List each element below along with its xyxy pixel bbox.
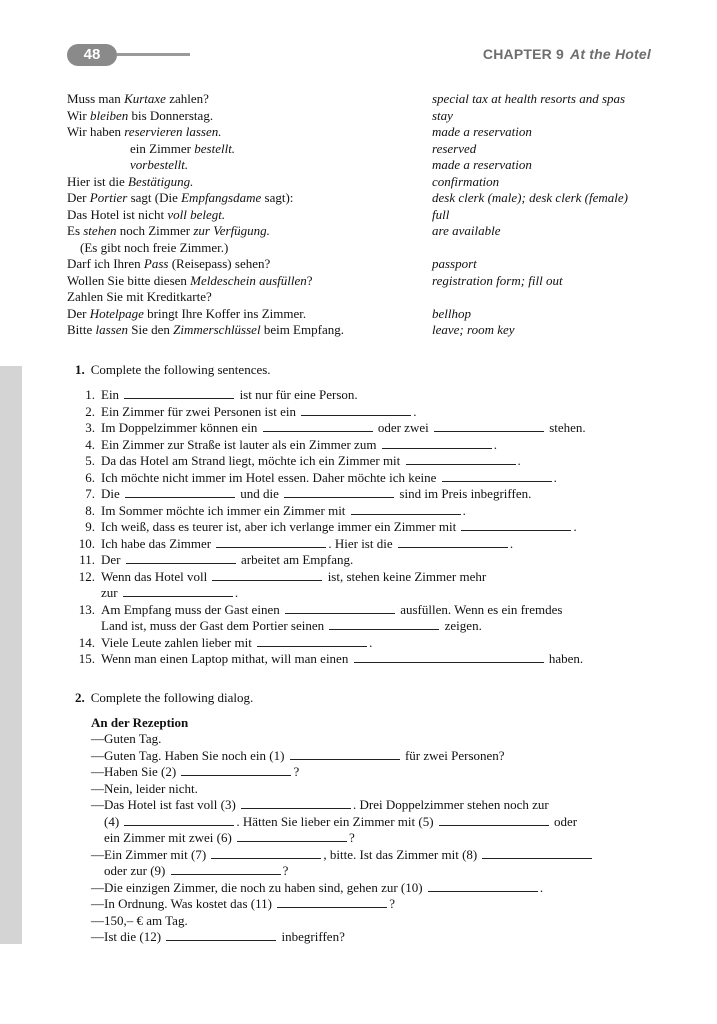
vocab-row <box>67 91 657 108</box>
vocab-row <box>67 322 657 339</box>
answer-blank[interactable] <box>277 896 387 908</box>
vocab-row <box>67 207 657 224</box>
vocab-english: registration form; fill out <box>432 272 563 288</box>
dialog-title: An der Rezeption <box>91 715 189 730</box>
vocab-english: are available <box>432 223 501 238</box>
answer-blank[interactable] <box>406 453 516 465</box>
exercise-item <box>75 569 486 586</box>
vocab-english: leave; room key <box>432 322 515 337</box>
vocab-german: (Es gibt noch freie Zimmer.) <box>80 239 229 255</box>
header-rule <box>117 53 190 56</box>
exercise-item <box>75 437 497 454</box>
item-text: Ich weiß, dass es teurer ist, aber ich verlange immer ein Zimmer mit . <box>101 519 577 534</box>
chapter-header <box>483 46 651 62</box>
exercise-1-heading <box>75 362 271 379</box>
exercise-item <box>75 585 238 602</box>
chapter-title: At the Hotel <box>570 46 651 62</box>
answer-blank[interactable] <box>439 814 549 826</box>
item-text: Wenn das Hotel voll ist, stehen keine Zimmer mehr <box>101 568 487 584</box>
answer-blank[interactable] <box>351 503 461 515</box>
item-text: Ich habe das Zimmer . Hier ist die . <box>101 535 514 551</box>
item-text: Viele Leute zahlen lieber mit . <box>101 634 373 650</box>
item-number: 12. <box>78 568 95 584</box>
vocab-row <box>67 141 657 158</box>
item-text: Am Empfang muss der Gast einen ausfüllen. Wenn es ein fremdes <box>101 601 563 617</box>
vocab-english: stay <box>432 107 453 123</box>
exercise-item <box>75 470 557 487</box>
vocab-german: Bitte lassen Sie den Zimmerschlüssel beim Empfang. <box>67 322 344 337</box>
vocab-german: ein Zimmer bestellt. <box>130 140 236 156</box>
item-number: 13. <box>78 601 95 617</box>
page-number: 48 <box>67 44 117 66</box>
answer-blank[interactable] <box>257 635 367 647</box>
dialog-line: —Die einzigen Zimmer, die noch zu haben sind, gehen zur (10) . <box>91 879 544 895</box>
item-text: Im Sommer möchte ich immer ein Zimmer mit . <box>101 502 466 518</box>
exercise-item <box>75 602 562 619</box>
answer-blank[interactable] <box>241 797 351 809</box>
vocab-english: made a reservation <box>432 124 532 139</box>
item-number: 1. <box>85 387 95 402</box>
item-number: 4. <box>85 436 95 452</box>
vocab-row <box>67 306 657 323</box>
dialog-line: —Haben Sie (2) ? <box>91 764 300 779</box>
item-number: 6. <box>85 469 95 485</box>
vocab-english: reserved <box>432 140 477 156</box>
vocab-german: Zahlen Sie mit Kreditkarte? <box>67 289 212 304</box>
vocab-german: Muss man Kurtaxe zahlen? <box>67 91 209 106</box>
answer-blank[interactable] <box>442 470 552 482</box>
answer-blank[interactable] <box>290 748 400 760</box>
dialog-line: —Ein Zimmer mit (7) , bitte. Ist das Zimmer mit (8) <box>91 847 594 864</box>
answer-blank[interactable] <box>263 420 373 432</box>
vocab-german: Hier ist die Bestätigung. <box>67 173 194 189</box>
vocab-english: confirmation <box>432 173 500 189</box>
vocab-english: desk clerk (male); desk clerk (female) <box>432 190 628 205</box>
exercise-item <box>75 453 521 470</box>
item-number: 8. <box>85 502 95 518</box>
item-text: zur . <box>101 585 239 600</box>
vocab-english: special tax at health resorts and spas <box>432 91 626 106</box>
answer-blank[interactable] <box>382 437 492 449</box>
vocab-german: Wir haben reservieren lassen. <box>67 124 222 139</box>
vocab-german: Darf ich Ihren Pass (Reisepass) sehen? <box>67 256 271 271</box>
dialog-line: —Guten Tag. <box>91 731 162 746</box>
vocabulary-list <box>67 91 657 339</box>
answer-blank[interactable] <box>285 602 395 614</box>
answer-blank[interactable] <box>124 387 234 399</box>
vocab-english: full <box>432 206 450 222</box>
item-number: 3. <box>85 420 95 435</box>
vocab-row <box>67 223 657 240</box>
answer-blank[interactable] <box>123 585 233 597</box>
answer-blank[interactable] <box>181 764 291 776</box>
answer-blank[interactable] <box>461 519 571 531</box>
vocab-row <box>67 124 657 141</box>
exercise-item <box>75 536 513 553</box>
dialog-line: —Guten Tag. Haben Sie noch ein (1) für zwei Personen? <box>91 747 505 763</box>
dialog-line: —Nein, leider nicht. <box>91 780 198 796</box>
chapter-label: CHAPTER 9 <box>482 46 565 62</box>
exercise-item <box>75 635 372 652</box>
dialog-line: —150,– € am Tag. <box>91 912 188 928</box>
item-number: 11. <box>79 552 95 567</box>
exercise-item <box>75 651 583 668</box>
item-number: 5. <box>85 453 95 468</box>
dialog-line: ein Zimmer mit zwei (6) ? <box>104 830 355 845</box>
item-text: Ein Zimmer für zwei Personen ist ein . <box>101 403 417 419</box>
item-text: Da das Hotel am Strand liegt, möchte ich ein Zimmer mit . <box>101 453 521 468</box>
exercise-item <box>75 486 531 503</box>
vocab-row <box>67 174 657 191</box>
vocab-english: made a reservation <box>432 157 532 172</box>
item-text: Ich möchte nicht immer im Hotel essen. Daher möchte ich keine . <box>101 469 557 485</box>
vocab-german: vorbestellt. <box>130 157 189 172</box>
exercise-item <box>75 420 586 437</box>
item-text: Ein Zimmer zur Straße ist lauter als ein Zimmer zum . <box>101 436 497 452</box>
dialog-line: —Das Hotel ist fast voll (3) . Drei Doppelzimmer stehen noch zur <box>91 797 549 812</box>
vocab-english: passport <box>432 256 477 271</box>
answer-blank[interactable] <box>216 536 326 548</box>
answer-blank[interactable] <box>301 404 411 416</box>
dialog-line: oder zur (9) ? <box>104 863 289 878</box>
answer-blank[interactable] <box>329 618 439 630</box>
item-text: Im Doppelzimmer können ein oder zwei stehen. <box>101 420 586 435</box>
vocab-row <box>67 157 657 174</box>
answer-blank[interactable] <box>398 536 508 548</box>
answer-blank[interactable] <box>482 847 592 859</box>
item-number: 2. <box>85 403 95 419</box>
item-number: 15. <box>78 651 95 666</box>
vocab-german: Wollen Sie bitte diesen Meldeschein ausfüllen? <box>67 272 313 288</box>
vocab-german: Wir bleiben bis Donnerstag. <box>67 107 214 123</box>
item-text: Der arbeitet am Empfang. <box>101 552 354 567</box>
exercise-item <box>75 519 577 536</box>
answer-blank[interactable] <box>434 420 544 432</box>
vocab-german: Es stehen noch Zimmer zur Verfügung. <box>67 223 270 238</box>
exercise-item <box>75 503 466 520</box>
vocab-english: bellhop <box>432 305 471 321</box>
vocab-row <box>67 273 657 290</box>
vocab-row <box>67 108 657 125</box>
answer-blank[interactable] <box>126 552 236 564</box>
answer-blank[interactable] <box>237 830 347 842</box>
vocab-row <box>67 190 657 207</box>
item-text: Ein ist nur für eine Person. <box>101 387 358 402</box>
answer-blank[interactable] <box>428 880 538 892</box>
exercise-1 <box>75 362 645 672</box>
vocab-row <box>67 256 657 273</box>
exercise-2-instruction: Complete the following dialog. <box>90 690 254 705</box>
dialog-line: —Ist die (12) inbegriffen? <box>91 929 345 944</box>
item-number: 7. <box>85 486 95 501</box>
item-number: 14. <box>78 634 95 650</box>
answer-blank[interactable] <box>124 814 234 826</box>
item-number: 10. <box>78 535 95 551</box>
answer-blank[interactable] <box>354 651 544 663</box>
exercise-2 <box>75 690 645 960</box>
item-number: 9. <box>85 519 95 534</box>
exercise-item <box>75 404 416 421</box>
dialog-line: —In Ordnung. Was kostet das (11) ? <box>91 896 395 911</box>
exercise-2-number: 2. <box>75 690 85 705</box>
item-text: Die und die sind im Preis inbegriffen. <box>101 486 532 501</box>
exercise-item <box>75 618 482 635</box>
vocab-row <box>67 240 657 257</box>
vocab-german: Der Portier sagt (Die Empfangsdame sagt): <box>67 190 294 205</box>
exercise-2-heading <box>75 690 253 707</box>
exercise-1-number: 1. <box>75 362 85 377</box>
answer-blank[interactable] <box>212 569 322 581</box>
item-text: Land ist, muss der Gast dem Portier seinen zeigen. <box>101 618 482 633</box>
exercise-1-instruction: Complete the following sentences. <box>90 362 271 377</box>
answer-blank[interactable] <box>125 486 235 498</box>
answer-blank[interactable] <box>171 863 281 875</box>
answer-blank[interactable] <box>284 486 394 498</box>
answer-blank[interactable] <box>211 847 321 859</box>
vocab-german: Der Hotelpage bringt Ihre Koffer ins Zimmer. <box>67 305 307 321</box>
vocab-german: Das Hotel ist nicht voll belegt. <box>67 206 226 222</box>
side-tab <box>0 366 22 944</box>
exercise-item <box>75 552 353 569</box>
item-text: Wenn man einen Laptop mithat, will man einen haben. <box>101 651 584 666</box>
answer-blank[interactable] <box>166 929 276 941</box>
vocab-row <box>67 289 657 306</box>
dialog-line: (4) . Hätten Sie lieber ein Zimmer mit (5) oder <box>104 813 578 829</box>
exercise-item <box>75 387 358 404</box>
